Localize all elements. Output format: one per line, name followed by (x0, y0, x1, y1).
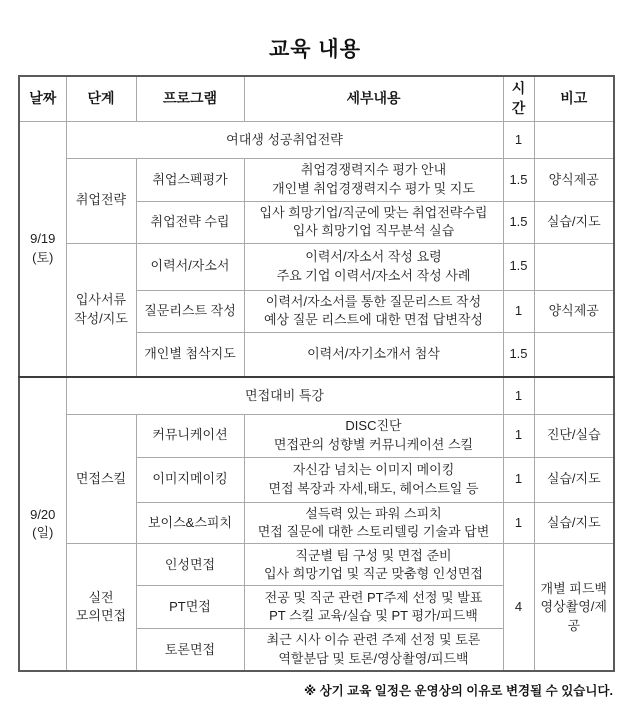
stage-cell: 면접스킬 (66, 414, 136, 544)
hours-cell: 1 (503, 457, 534, 502)
hours-cell: 1.5 (503, 201, 534, 243)
detail-cell: DISC진단 면접관의 성향별 커뮤니케이션 스킬 (244, 414, 503, 457)
table-row (19, 377, 614, 414)
table-row (19, 544, 614, 586)
note-cell: 양식제공 (534, 158, 614, 201)
detail-cell: 직군별 팀 구성 및 면접 준비 입사 희망기업 및 직군 맞춤형 인성면접 (244, 544, 503, 586)
program-cell: 이미지메이킹 (136, 457, 244, 502)
col-header-hours: 시간 (503, 76, 534, 121)
hours-cell: 1 (503, 290, 534, 332)
hours-cell: 1.5 (503, 243, 534, 290)
date-cell: 9/19 (토) (19, 121, 66, 377)
stage-cell: 입사서류 작성/지도 (66, 243, 136, 377)
program-cell: PT면접 (136, 586, 244, 629)
detail-cell: 설득력 있는 파워 스피치 면접 질문에 대한 스토리텔링 기술과 답변 (244, 502, 503, 544)
special-lecture-cell: 여대생 성공취업전략 (66, 121, 503, 158)
program-cell: 보이스&스피치 (136, 502, 244, 544)
schedule-change-disclaimer: ※ 상기 교육 일정은 운영상의 이유로 변경될 수 있습니다. (303, 684, 613, 699)
detail-cell: 전공 및 직군 관련 PT주제 선정 및 발표 PT 스킬 교육/실습 및 PT 평가/피드백 (244, 586, 503, 629)
note-cell (534, 332, 614, 377)
table-row (19, 121, 614, 158)
detail-cell: 취업경쟁력지수 평가 안내 개인별 취업경쟁력지수 평가 및 지도 (244, 158, 503, 201)
hours-cell: 1 (503, 414, 534, 457)
hours-cell: 1 (503, 121, 534, 158)
hours-cell: 1 (503, 502, 534, 544)
detail-cell: 이력서/자소서 작성 요령 주요 기업 이력서/자소서 작성 사례 (244, 243, 503, 290)
note-cell: 실습/지도 (534, 201, 614, 243)
stage-cell: 실전 모의면접 (66, 544, 136, 671)
education-schedule-table (18, 75, 615, 672)
note-cell: 실습/지도 (534, 457, 614, 502)
note-cell (534, 243, 614, 290)
col-header-program: 프로그램 (136, 76, 244, 121)
hours-cell: 1.5 (503, 158, 534, 201)
note-cell: 개별 피드백 영상촬영/제공 (534, 544, 614, 671)
note-cell (534, 377, 614, 414)
detail-cell: 이력서/자기소개서 첨삭 (244, 332, 503, 377)
col-header-date: 날짜 (19, 76, 66, 121)
detail-cell: 최근 시사 이슈 관련 주제 선정 및 토론 역할분담 및 토론/영상촬영/피드백 (244, 629, 503, 671)
hours-cell: 4 (503, 544, 534, 671)
program-cell: 질문리스트 작성 (136, 290, 244, 332)
note-cell: 양식제공 (534, 290, 614, 332)
program-cell: 취업스펙평가 (136, 158, 244, 201)
program-cell: 인성면접 (136, 544, 244, 586)
col-header-detail: 세부내용 (244, 76, 503, 121)
table-row (19, 158, 614, 201)
table-row (19, 414, 614, 457)
note-cell: 진단/실습 (534, 414, 614, 457)
col-header-stage: 단계 (66, 76, 136, 121)
date-cell: 9/20 (일) (19, 377, 66, 671)
program-cell: 토론면접 (136, 629, 244, 671)
note-cell: 실습/지도 (534, 502, 614, 544)
detail-cell: 입사 희망기업/직군에 맞는 취업전략수립 입사 희망기업 직무분석 실습 (244, 201, 503, 243)
page-title: 교육 내용 (269, 38, 361, 61)
special-lecture-cell: 면접대비 특강 (66, 377, 503, 414)
program-cell: 취업전략 수립 (136, 201, 244, 243)
program-cell: 개인별 첨삭지도 (136, 332, 244, 377)
note-cell (534, 121, 614, 158)
program-cell: 커뮤니케이션 (136, 414, 244, 457)
detail-cell: 자신감 넘치는 이미지 메이킹 면접 복장과 자세,태도, 헤어스트일 등 (244, 457, 503, 502)
detail-cell: 이력서/자소서를 통한 질문리스트 작성 예상 질문 리스트에 대한 면접 답변작성 (244, 290, 503, 332)
hours-cell: 1.5 (503, 332, 534, 377)
table-row (19, 243, 614, 290)
header-row (19, 76, 614, 121)
col-header-note: 비고 (534, 76, 614, 121)
hours-cell: 1 (503, 377, 534, 414)
stage-cell: 취업전략 (66, 158, 136, 243)
program-cell: 이력서/자소서 (136, 243, 244, 290)
